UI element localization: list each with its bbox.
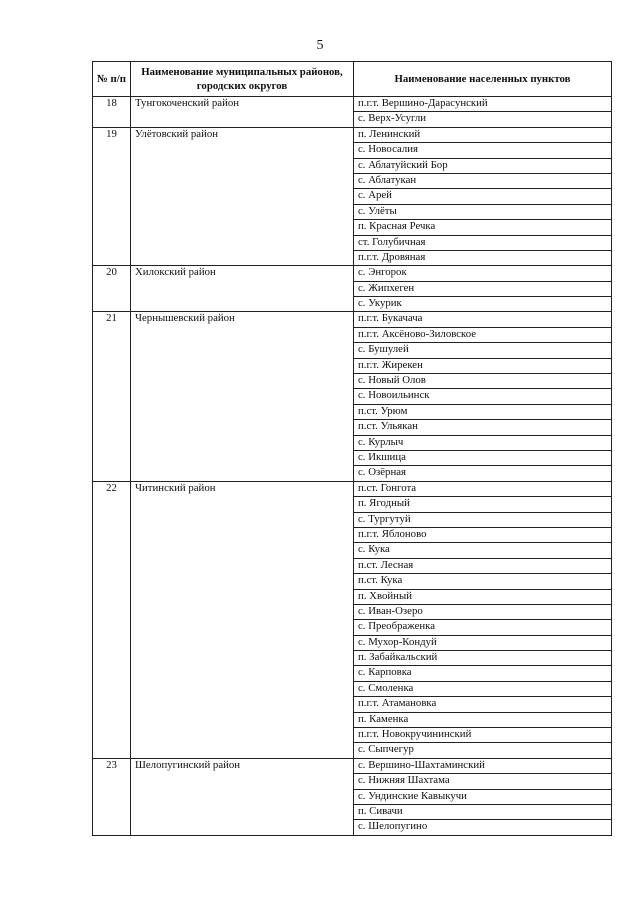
settlement-name: п.ст. Гонгота: [354, 481, 612, 496]
settlement-name: ст. Голубичная: [354, 235, 612, 250]
settlement-name: с. Икшица: [354, 450, 612, 465]
settlement-name: с. Озёрная: [354, 466, 612, 481]
settlement-name: с. Энгорок: [354, 266, 612, 281]
settlement-name: п. Ягодный: [354, 497, 612, 512]
settlement-name: с. Новосалия: [354, 143, 612, 158]
settlement-name: п.г.т. Вершино-Дарасунский: [354, 97, 612, 112]
settlement-name: с. Карповка: [354, 666, 612, 681]
district-name: Чернышевский район: [131, 312, 354, 481]
row-number: 23: [93, 758, 131, 835]
settlement-name: с. Жипхеген: [354, 281, 612, 296]
settlement-name: с. Укурик: [354, 297, 612, 312]
settlement-name: п.г.т. Аксёново-Зиловское: [354, 327, 612, 342]
settlement-name: с. Преображенка: [354, 620, 612, 635]
settlement-name: с. Аблатукан: [354, 173, 612, 188]
row-number: 22: [93, 481, 131, 758]
table-row: [93, 266, 612, 281]
settlement-name: с. Новый Олов: [354, 374, 612, 389]
settlement-name: с. Верх-Усугли: [354, 112, 612, 127]
settlement-name: с. Аблатуйский Бор: [354, 158, 612, 173]
table-row: [93, 127, 612, 142]
settlement-name: п.г.т. Яблоново: [354, 527, 612, 542]
settlement-name: с. Ундинские Кавыкучи: [354, 789, 612, 804]
settlements-table: [92, 61, 612, 836]
settlement-name: с. Бушулей: [354, 343, 612, 358]
settlement-name: п.ст. Лесная: [354, 558, 612, 573]
settlement-name: п.ст. Урюм: [354, 404, 612, 419]
settlement-name: п.г.т. Атамановка: [354, 697, 612, 712]
district-name: Читинский район: [131, 481, 354, 758]
settlement-name: с. Нижняя Шахтама: [354, 774, 612, 789]
settlement-name: п. Красная Речка: [354, 220, 612, 235]
header-num: № п/п: [93, 62, 131, 97]
row-number: 19: [93, 127, 131, 266]
settlement-name: п. Сивачи: [354, 804, 612, 819]
settlement-name: п. Ленинский: [354, 127, 612, 142]
settlement-name: п.ст. Ульякан: [354, 420, 612, 435]
settlement-name: п.г.т. Дровяная: [354, 250, 612, 265]
settlement-name: с. Иван-Озеро: [354, 604, 612, 619]
table-row: [93, 312, 612, 327]
settlement-name: с. Сыпчегур: [354, 743, 612, 758]
settlement-name: с. Тургутуй: [354, 512, 612, 527]
settlement-name: п.г.т. Жирекен: [354, 358, 612, 373]
settlement-name: п.г.т. Букачача: [354, 312, 612, 327]
settlement-name: с. Шелопугино: [354, 820, 612, 835]
settlement-name: п. Каменка: [354, 712, 612, 727]
settlement-name: с. Вершино-Шахтаминский: [354, 758, 612, 773]
settlement-name: п.г.т. Новокручининский: [354, 728, 612, 743]
settlement-name: п. Хвойный: [354, 589, 612, 604]
row-number: 21: [93, 312, 131, 481]
settlement-name: с. Новоильинск: [354, 389, 612, 404]
header-settlements: Наименование населенных пунктов: [354, 62, 612, 97]
district-name: Тунгокоченский район: [131, 97, 354, 128]
page-number: 5: [316, 38, 324, 53]
table-header-row: [93, 62, 612, 97]
district-name: Улётовский район: [131, 127, 354, 266]
settlement-name: с. Курлыч: [354, 435, 612, 450]
settlement-name: с. Улёты: [354, 204, 612, 219]
table-row: [93, 97, 612, 112]
header-district: Наименование муниципальных районов, городских округов: [131, 62, 354, 97]
row-number: 20: [93, 266, 131, 312]
row-number: 18: [93, 97, 131, 128]
district-name: Шелопугинский район: [131, 758, 354, 835]
table-row: [93, 758, 612, 773]
settlement-name: п.ст. Кука: [354, 574, 612, 589]
district-name: Хилокский район: [131, 266, 354, 312]
settlement-name: с. Смоленка: [354, 681, 612, 696]
settlement-name: с. Арей: [354, 189, 612, 204]
table-body: [93, 97, 612, 836]
settlement-name: с. Кука: [354, 543, 612, 558]
settlement-name: п. Забайкальский: [354, 651, 612, 666]
settlement-name: с. Мухор-Кондуй: [354, 635, 612, 650]
table-row: [93, 481, 612, 496]
